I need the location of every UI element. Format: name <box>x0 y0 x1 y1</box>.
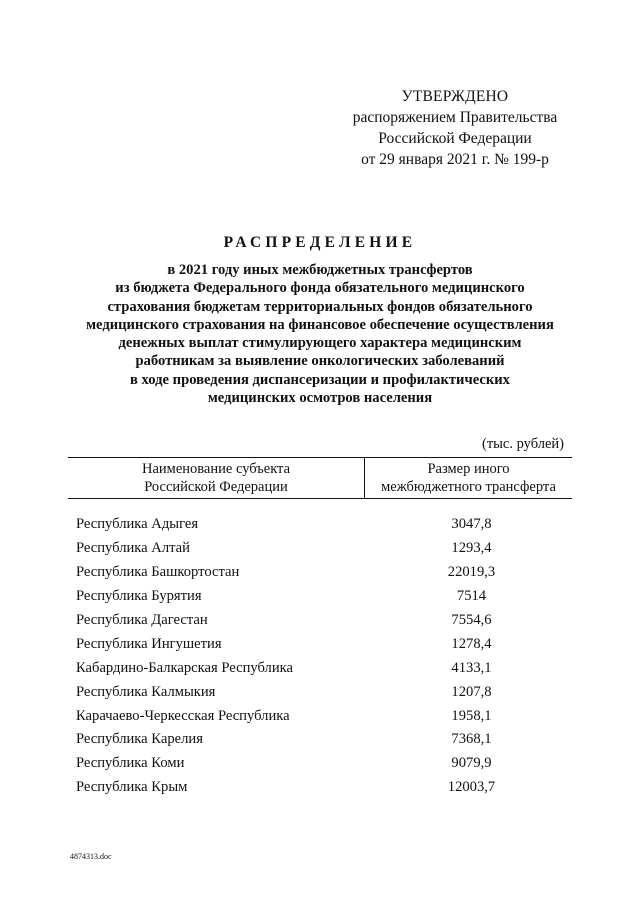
transfer-amount: 1293,4 <box>451 540 492 557</box>
transfer-amount: 1207,8 <box>451 683 492 700</box>
transfer-amount: 12003,7 <box>447 779 496 796</box>
transfer-amount: 7368,1 <box>451 731 492 748</box>
header-name-column <box>68 458 365 498</box>
region-name: Кабардино-Балкарская Республика <box>76 659 293 676</box>
document-subtitle <box>60 261 580 407</box>
transfer-amount: 7514 <box>456 588 487 605</box>
document-code: 4874313.doc <box>70 852 112 861</box>
region-name: Республика Алтай <box>76 540 190 557</box>
region-name: Республика Карелия <box>76 731 203 748</box>
region-name: Республика Бурятия <box>76 588 202 605</box>
header-name-line: Наименование субъекта <box>141 461 291 477</box>
transfer-amount: 9079,9 <box>451 755 492 772</box>
table-row <box>68 609 572 633</box>
subtitle-line: медицинского страхования на финансовое обеспечение осуществления <box>86 316 554 333</box>
table-row <box>68 561 572 585</box>
region-name: Республика Калмыкия <box>76 683 216 700</box>
table-row <box>68 680 572 704</box>
distribution-table <box>68 457 572 800</box>
approval-line-2: Российской Федерации <box>378 130 532 147</box>
table-row <box>68 776 572 800</box>
transfer-amount: 22019,3 <box>447 564 496 581</box>
transfer-amount: 7554,6 <box>451 612 492 628</box>
table-row <box>68 632 572 656</box>
region-name: Республика Крым <box>76 779 188 796</box>
region-name: Республика Адыгея <box>76 516 199 533</box>
subtitle-line: в 2021 году иных межбюджетных трансфертов <box>167 262 473 278</box>
subtitle-line: денежных выплат стимулирующего характера медицинским <box>118 335 522 352</box>
document-title: РАСПРЕДЕЛЕНИЕ <box>223 234 417 251</box>
transfer-amount: 3047,8 <box>451 516 492 533</box>
subtitle-line: работникам за выявление онкологических заболеваний <box>135 353 505 370</box>
subtitle-line: медицинских осмотров населения <box>207 390 433 407</box>
region-name: Республика Ингушетия <box>76 635 222 652</box>
subtitle-line: страхования бюджетам территориальных фондов обязательного <box>107 298 533 315</box>
region-name: Республика Башкортостан <box>76 564 240 581</box>
subtitle-line: из бюджета Федерального фонда обязательного медицинского <box>115 280 525 297</box>
approved-label: УТВЕРЖДЕНО <box>401 88 509 105</box>
transfer-amount: 4133,1 <box>451 659 492 676</box>
approval-block <box>330 86 580 170</box>
region-name: Республика Коми <box>76 755 185 772</box>
header-name-line: Российской Федерации <box>144 479 288 495</box>
table-row <box>68 656 572 680</box>
table-row <box>68 752 572 776</box>
approval-line-3: от 29 января 2021 г. № 199-р <box>361 151 549 168</box>
table-row <box>68 728 572 752</box>
header-value-line: межбюджетного трансферта <box>381 479 556 495</box>
region-name: Республика Дагестан <box>76 612 208 628</box>
header-value-line: Размер иного <box>427 461 510 477</box>
transfer-amount: 1958,1 <box>451 707 492 724</box>
table-row <box>68 537 572 561</box>
subtitle-line: в ходе проведения диспансеризации и профилактических <box>130 371 510 388</box>
units-label: (тыс. рублей) <box>482 436 564 452</box>
table-row <box>68 704 572 728</box>
table-row <box>68 513 572 537</box>
table-body <box>68 513 572 800</box>
region-name: Карачаево-Черкесская Республика <box>76 707 290 724</box>
table-row <box>68 585 572 609</box>
table-header <box>68 457 572 499</box>
approval-line-1: распоряжением Правительства <box>352 109 558 126</box>
transfer-amount: 1278,4 <box>451 635 492 652</box>
header-value-column <box>365 458 572 498</box>
